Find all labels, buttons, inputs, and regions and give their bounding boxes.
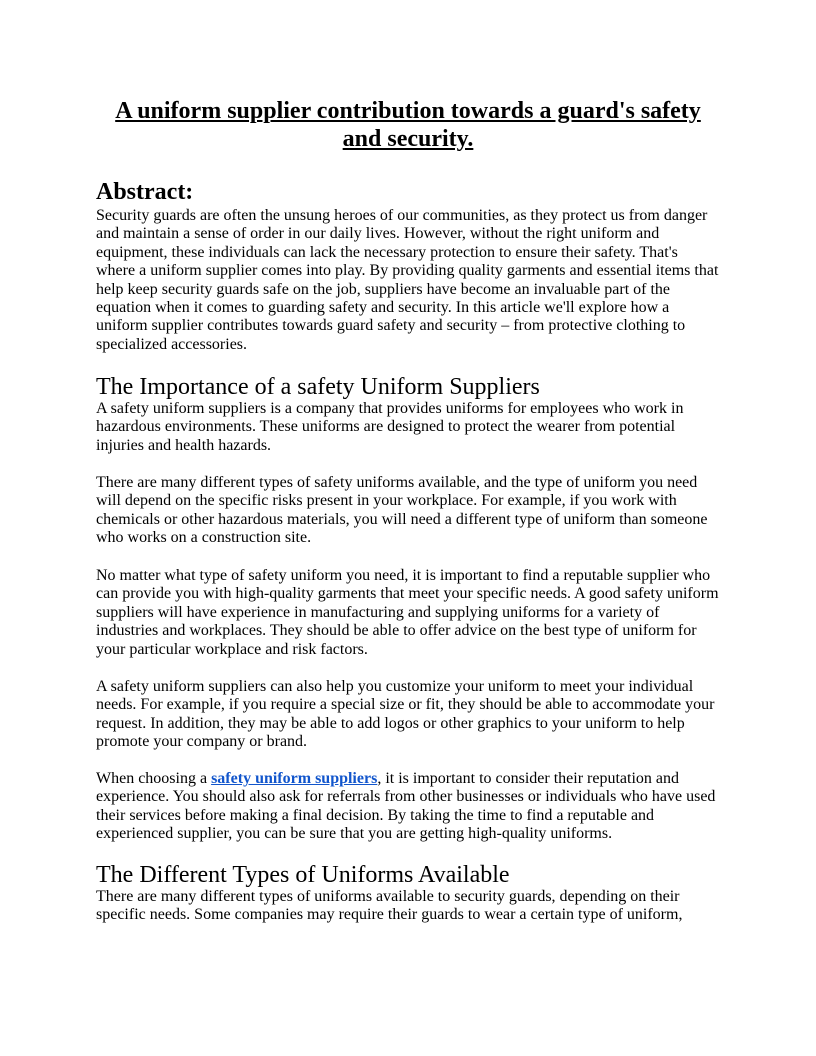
abstract-heading: Abstract: xyxy=(96,179,194,205)
section-heading-importance: The Importance of a safety Uniform Suppliers xyxy=(96,374,540,400)
paragraph-text: , it is important to consider their reputation and experience. You should also ask for referrals from other businesses or individuals who have used their services before making a final decision. By taking the time to find a reputable and experienced supplier, you can be sure that you are getting high-quality uniforms. xyxy=(96,770,716,843)
paragraph-with-link xyxy=(96,770,720,844)
paragraph: A safety uniform suppliers can also help you customize your uniform to meet your individual needs. For example, if you require a special size or fit, they should be able to accommodate your request. In addition, they may be able to add logos or other graphics to your uniform to help promote your company or brand. xyxy=(96,678,715,751)
abstract-paragraph: Security guards are often the unsung heroes of our communities, as they protect us from danger and maintain a sense of order in our daily lives. However, without the right uniform and equipment, these individuals can lack the necessary protection to ensure their safety. That's where a uniform supplier comes into play. By providing quality garments and essential items that help keep security guards safe on the job, suppliers have become an invaluable part of the equation when it comes to guarding safety and security. In this article we'll explore how a uniform supplier contributes towards guard safety and security – from protective clothing to specialized accessories. xyxy=(96,207,719,353)
paragraph: No matter what type of safety uniform you need, it is important to find a reputable supplier who can provide you with high-quality garments that meet your specific needs. A good safety uniform suppliers will have experience in manufacturing and supplying uniforms for a variety of industries and workplaces. They should be able to offer advice on the best type of uniform for your particular workplace and risk factors. xyxy=(96,567,719,658)
section-heading-types: The Different Types of Uniforms Available xyxy=(96,862,510,888)
safety-uniform-suppliers-link[interactable]: safety uniform suppliers xyxy=(211,770,378,787)
paragraph: There are many different types of safety uniforms available, and the type of uniform you need will depend on the specific risks present in your workplace. For example, if you work with chemicals or other hazardous materials, you will need a different type of uniform than someone who works on a construction site. xyxy=(96,474,708,547)
paragraph-text: When choosing a xyxy=(96,770,212,787)
document-title: A uniform supplier contribution towards a guard's safety and security. xyxy=(115,98,701,152)
paragraph: There are many different types of uniforms available to security guards, depending on their specific needs. Some companies may require their guards to wear a certain type of uniform, xyxy=(96,888,683,924)
paragraph: A safety uniform suppliers is a company that provides uniforms for employees who work in hazardous environments. These uniforms are designed to protect the wearer from potential injuries and health hazards. xyxy=(96,400,684,454)
